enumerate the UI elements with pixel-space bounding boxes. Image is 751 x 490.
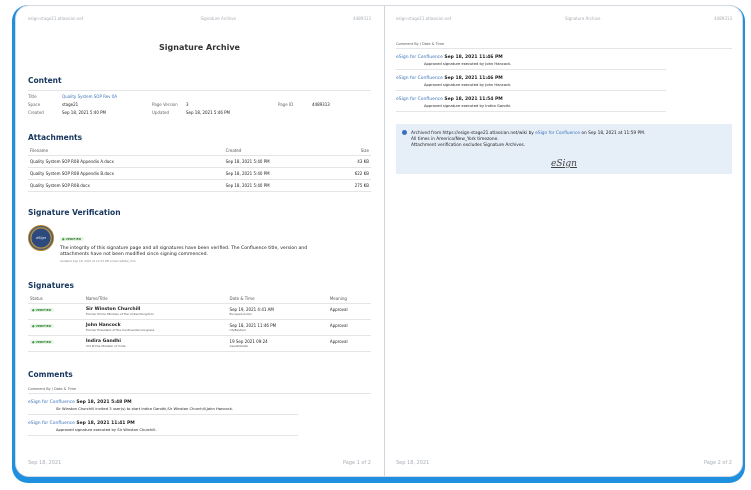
document-title: Signature Archive (159, 43, 240, 52)
col-filename: Filename (28, 144, 224, 156)
page-footer (28, 460, 371, 466)
comment-body: Approved signature executed by John Hancock. (396, 60, 666, 70)
sign-meaning: Approval (328, 304, 371, 320)
esign-logo: eSign (551, 159, 577, 169)
signatures-heading: Signatures (28, 281, 74, 290)
comments-column-header: Comment By / Date & Time (28, 381, 371, 394)
sign-meaning: Approval (328, 320, 371, 336)
verification-heading: Signature Verification (28, 208, 121, 217)
page-id-label: Page ID (278, 102, 294, 107)
footer-date: Sep 18, 2021 (28, 460, 62, 466)
col-created: Created (224, 144, 331, 156)
comment-source-link[interactable]: eSign for Confluence (396, 97, 443, 102)
info-icon (402, 130, 407, 135)
updated-value: Sep 18, 2021 5:46 PM (186, 110, 231, 115)
comment-body: Approved signature executed by Sir Winston Churchill. (28, 426, 298, 436)
archive-note: Attachment verification excludes Signature Archives. (411, 143, 526, 148)
verified-badge: ● VERIFIED (60, 237, 84, 241)
page-version-value: 3 (186, 102, 189, 107)
attachment-created: Sep 18, 2021 5:40 PM (224, 156, 331, 168)
col-name-title: Name/Title (84, 292, 228, 304)
header-page-id: 4489313 (714, 16, 732, 21)
verification-updated: Updated Sep 18, 2021 at 11:53 PM America/New_York (60, 259, 136, 263)
header-page-id: 4489313 (353, 16, 371, 21)
page-2 (396, 16, 732, 466)
content-properties (28, 94, 371, 115)
attachments-table (28, 144, 371, 192)
page-id-value: 4489313 (312, 102, 330, 107)
page-divider (384, 6, 385, 476)
sign-date: 19 Sep 2021 09:24 (229, 339, 268, 344)
table-row (28, 156, 371, 168)
sign-date: Sep 18, 2021 11:46 PM (229, 323, 277, 328)
archive-notice (396, 124, 732, 174)
seal-label: eSign (36, 236, 46, 240)
col-meaning: Meaning (328, 292, 371, 304)
status-badge: ● VERIFIED (30, 308, 54, 312)
table-row (28, 320, 371, 336)
header-site: esign-stage21.atlassian.net (28, 16, 84, 21)
footer-page-number: Page 1 of 2 (342, 460, 371, 466)
comment-source-link[interactable]: eSign for Confluence (28, 421, 75, 426)
table-row (28, 168, 371, 180)
comments-heading: Comments (28, 370, 73, 379)
comment-source-link[interactable]: eSign for Confluence (396, 55, 443, 60)
status-badge: ● VERIFIED (30, 340, 54, 344)
updated-label: Updated (152, 110, 170, 115)
attachment-name[interactable]: Quality System SOP R08 Appendix A.docx (28, 156, 224, 168)
attachment-size: 43 KB (330, 156, 371, 168)
space-label: Space (28, 102, 41, 107)
archive-text-post: on Sep 18, 2021 at 11:59 PM. (580, 131, 646, 136)
attachment-created: Sep 18, 2021 5:40 PM (224, 168, 331, 180)
comment-time: Sep 18, 2021 11:46 PM (444, 55, 503, 60)
sign-date: Sep 19, 2021 4:41 AM (229, 307, 274, 312)
created-value: Sep 18, 2021 5:40 PM (62, 110, 107, 115)
archive-text-pre: Archived from https://esign-stage21.atlassian.net/wiki by (411, 131, 536, 136)
table-row (28, 180, 371, 192)
table-row (28, 336, 371, 352)
comment-source-link[interactable]: eSign for Confluence (396, 76, 443, 81)
archive-timezone: All times in America/New_York timezone. (411, 137, 499, 142)
comment-time: Sep 18, 2021 11:41 PM (76, 421, 135, 426)
attachment-created: Sep 18, 2021 5:40 PM (224, 180, 331, 192)
attachment-name[interactable]: Quality System SOP R08 Appendix B.docx (28, 168, 224, 180)
title-label: Title (28, 94, 37, 99)
page-header (396, 16, 732, 21)
header-title: Signature Archive (200, 16, 237, 21)
signer-title: Former Prime Minister of the United Kingdom (85, 312, 154, 316)
signer-name: Sir Winston Churchill (85, 307, 141, 312)
attachments-heading: Attachments (28, 133, 83, 142)
space-value: stage21 (62, 102, 79, 107)
comment-time: Sep 18, 2021 11:46 PM (444, 76, 503, 81)
col-status: Status (28, 292, 84, 304)
sign-timezone: US/Eastern (229, 328, 247, 332)
page-version-label: Page Version (152, 102, 178, 107)
signer-title: 3rd Prime Minister of India (85, 344, 126, 348)
footer-page-number: Page 2 of 2 (703, 460, 732, 466)
footer-date: Sep 18, 2021 (396, 460, 430, 466)
status-badge: ● VERIFIED (30, 324, 54, 328)
comment-time: Sep 18, 2021 5:48 PM (76, 400, 132, 405)
col-date-time: Date & Time (228, 292, 328, 304)
verification-block (28, 225, 371, 263)
comment-body: Sir Winston Churchill invited 3 user(s) to start Indira Gandhi,Sir Winston Churchill,John Hancock. (28, 405, 298, 415)
signer-title: Former President of the Continental Congress (85, 328, 155, 332)
page-footer (396, 460, 732, 466)
header-site: esign-stage21.atlassian.net (396, 16, 452, 21)
created-label: Created (28, 110, 44, 115)
signer-name: Indira Gandhi (85, 339, 121, 344)
attachment-size: 275 KB (330, 180, 371, 192)
document-viewer (15, 5, 743, 477)
comment-body: Approved signature executed by Indira Gandhi. (396, 102, 666, 112)
sign-timezone: Europe/London (229, 312, 253, 316)
sign-timezone: Asia/Kolkata (229, 344, 248, 348)
comment-time: Sep 18, 2021 11:54 PM (444, 97, 503, 102)
esign-seal-icon (28, 225, 54, 251)
comment-source-link[interactable]: eSign for Confluence (28, 400, 75, 405)
comment-body: Approved signature executed by John Hancock. (396, 81, 666, 91)
sign-meaning: Approval (328, 336, 371, 352)
signer-name: John Hancock (85, 323, 121, 328)
verification-text: The integrity of this signature page and all signatures have been verified. The Confluence title, version and attachments have not been modified since signing commenced. (60, 246, 308, 257)
page-header (28, 16, 371, 21)
page-1 (28, 16, 371, 466)
header-title: Signature Archive (564, 16, 601, 21)
comments-column-header: Comment By / Date & Time (396, 36, 732, 49)
divider (28, 90, 371, 91)
attachment-name[interactable]: Quality System SOP R08.docx (28, 180, 224, 192)
signatures-table (28, 292, 371, 352)
content-heading: Content (28, 76, 62, 85)
table-row (28, 304, 371, 320)
attachment-size: 622 KB (330, 168, 371, 180)
title-link[interactable]: Quality System SOP Rev 0A (62, 94, 118, 99)
col-size: Size (330, 144, 371, 156)
archive-source-link[interactable]: eSign for Confluence (535, 131, 581, 136)
